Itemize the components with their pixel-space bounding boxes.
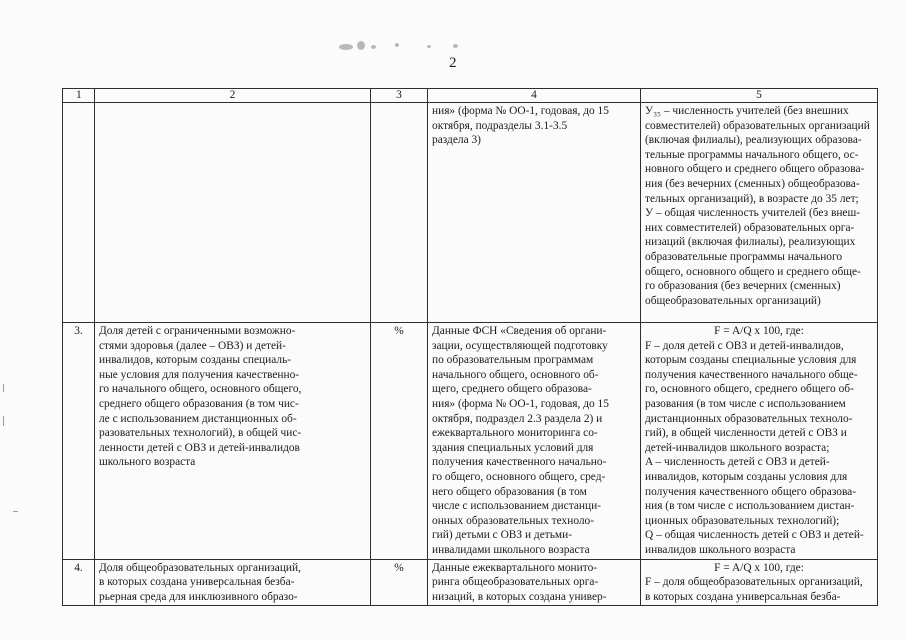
calculation-method-cell: [641, 559, 878, 606]
scan-smudge: [335, 41, 475, 55]
row-number: 3.: [63, 323, 95, 560]
column-header: 5: [641, 89, 878, 103]
indicator-name: Доля детей с ограниченными возможно- стями здоровья (далее – ОВЗ) и детей- инвалидов, которым созданы специаль- ные условия для получения качественно- го начального общего, основного общего, среднего общего образования (в том чис- ле с использованием дистанционных об- разовательных технологий), в общей чис- ленности детей с ОВЗ и детей-инвалидов школьного возраста: [95, 323, 371, 560]
row-number: 4.: [63, 559, 95, 606]
column-header: 3: [371, 89, 428, 103]
binding-mark: [3, 416, 4, 426]
column-header: 2: [95, 89, 371, 103]
indicator-table: [62, 88, 878, 606]
data-source: ния» (форма № ОО-1, годовая, до 15 октября, подразделы 3.1-3.5 раздела 3): [428, 103, 641, 323]
data-source: Данные ФСН «Сведения об органи- зации, осуществляющей подготовку по образовательным программам начального общего, основного об- щего, среднего общего образова- ния» (форма № ОО-1, годовая, до 15 октября, подраздел 2.3 раздела 2) и ежеквартального мониторинга со- здания специальных условий для получения качественного начально- го общего, основного общего, сред- него общего образования (в том числе с использованием дистанци- онных образовательных техноло- гий) детьми с ОВЗ и детьми- инвалидами школьного возраста: [428, 323, 641, 560]
page-number: 2: [449, 55, 457, 71]
indicator-name: [95, 103, 371, 323]
calculation-method: У₃₅ – численность учителей (без внешних совместителей) образовательных организаций (включая филиалы), реализующих образова- тельные программы начального общего, ос- новного общего и среднего общего образова- ния (без вечерних (сменных) общеобразова- тельных организаций), в возрасте до 35 лет; У – общая численность учителей (без внеш- них совместителей) образовательных орга- низаций (включая филиалы), реализующих образовательные программы начального общего, основного общего и среднего обще- го образования (без вечерних (сменных) общеобразовательных организаций): [645, 105, 870, 307]
formula: F = A/Q x 100, где:: [714, 325, 804, 337]
formula: F = A/Q x 100, где:: [714, 561, 804, 574]
indicator-name: Доля общеобразовательных организаций, в которых создана универсальная безба- рьерная среда для инклюзивного образо-: [95, 559, 371, 606]
calculation-method: F – доля детей с ОВЗ и детей-инвалидов, которым созданы специальные условия для получения качественного начального обще- го, основного общего, среднего общего об- разования (в том числе с использованием дистанционных образовательных техноло- гий), в общей численности детей с ОВЗ и детей-инвалидов школьного возраста; A – численность детей с ОВЗ и детей- инвалидов, которым созданы условия для получения качественного общего образова- ния (в том числе с использованием дистан- ционных образовательных технологий); Q – общая численность детей с ОВЗ и детей- инвалидов школьного возраста: [645, 339, 864, 556]
column-header: 4: [428, 89, 641, 103]
data-source: Данные ежеквартального монито- ринга общеобразовательных орга- низаций, в которых создана универ-: [428, 559, 641, 606]
row-number: [63, 103, 95, 323]
binding-mark: [13, 511, 18, 512]
table-row: [63, 323, 878, 560]
unit-of-measure: %: [371, 559, 428, 606]
binding-mark: [3, 384, 4, 392]
calculation-method: F – доля общеобразовательных организаций, в которых создана универсальная безба-: [645, 576, 863, 603]
table-header-row: [63, 89, 878, 103]
unit-of-measure: %: [371, 323, 428, 560]
table-row: [63, 559, 878, 606]
unit-of-measure: [371, 103, 428, 323]
column-header: 1: [63, 89, 95, 103]
calculation-method-cell: [641, 103, 878, 323]
calculation-method-cell: [641, 323, 878, 560]
table-row: [63, 103, 878, 323]
